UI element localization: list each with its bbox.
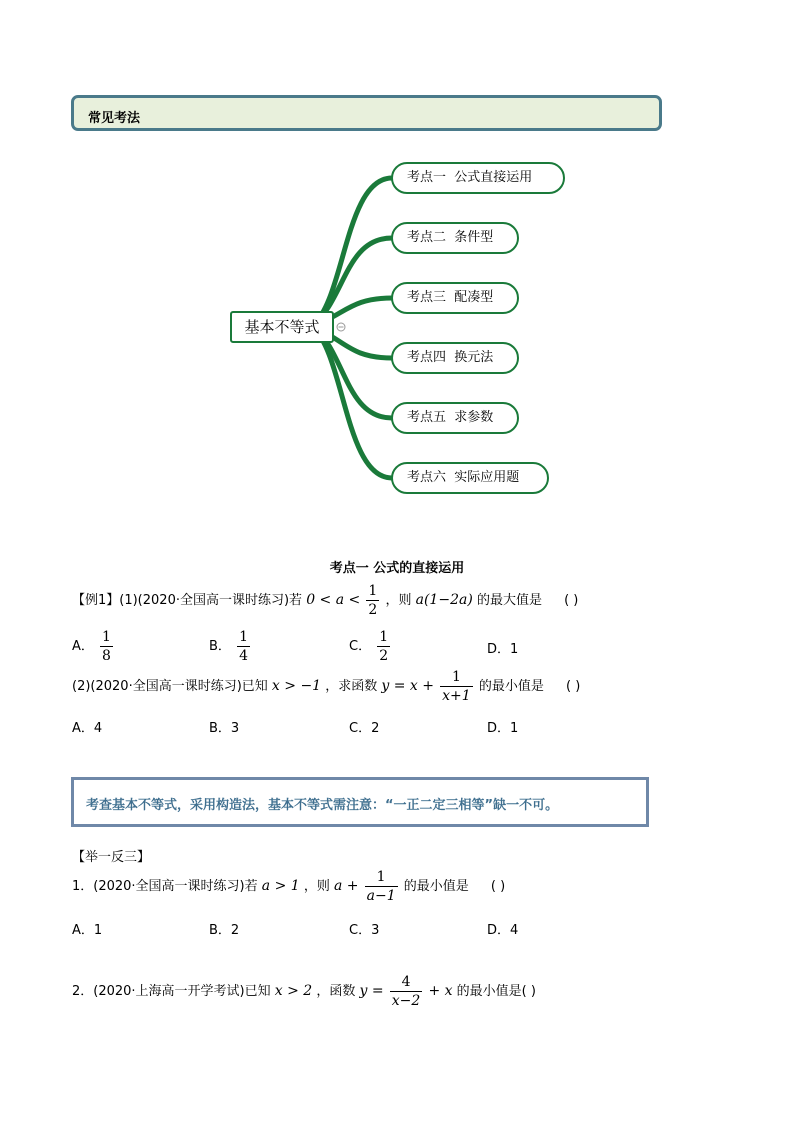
mindmap-branch-5: 考点五 求参数: [391, 402, 519, 434]
p2-expression-right: + x: [428, 983, 453, 999]
q2-option-c: C．2: [349, 721, 380, 736]
q1-mid: ，则: [385, 593, 412, 608]
option-a-fraction: [100, 628, 113, 665]
p1-fraction: [365, 868, 398, 905]
frac-num: 1: [376, 869, 386, 885]
option-label: D．: [487, 642, 511, 657]
practice-1: [72, 868, 505, 905]
note-text: 考查基本不等式，采用构造法，基本不等式需注意：“一正二定三相等”缺一不可。: [86, 798, 559, 813]
mindmap-branch-3: 考点三 配凑型: [391, 282, 519, 314]
q1-frac-den: 2: [368, 602, 378, 618]
topic-title: 考点一 公式的直接运用: [329, 561, 465, 576]
practice-header: 【举一反三】: [72, 850, 151, 865]
mindmap-branch-6: 考点六 实际应用题: [391, 462, 549, 494]
mindmap-connectors: [0, 0, 794, 520]
p2-condition: x > 2: [274, 983, 313, 999]
q2-option-a: A．4: [72, 721, 103, 736]
q2-prefix: (2)(2020·全国高一课时练习)已知: [72, 679, 268, 694]
q2-mid: ，求函数: [325, 679, 378, 694]
example1-q1: [72, 582, 578, 619]
frac-num: 4: [401, 974, 411, 990]
frac-num: 1: [451, 669, 461, 685]
frac-den: x+1: [442, 688, 471, 704]
mindmap-branch-4: 考点四 换元法: [391, 342, 519, 374]
q1-option-b: [209, 628, 252, 665]
p1-option-c: C．3: [349, 923, 380, 938]
q2-expression: y = x +: [381, 678, 435, 694]
frac-num: 1: [102, 629, 111, 645]
option-b-fraction: [237, 628, 250, 665]
q1-prefix: 【例1】(1)(2020·全国高一课时练习)若: [72, 593, 303, 608]
note-box: [71, 777, 649, 827]
option-label: C．: [349, 639, 372, 654]
q2-condition: x > −1: [271, 678, 322, 694]
p2-mid: ，函数: [316, 984, 356, 999]
option-c-fraction: [377, 628, 390, 665]
mindmap-branch-2: 考点二 条件型: [391, 222, 519, 254]
q1-expression: a(1−2a): [415, 592, 473, 608]
q2-option-b: B．3: [209, 721, 240, 736]
frac-den: 2: [379, 648, 389, 664]
q1-suffix: 的最大值是: [476, 593, 542, 608]
section-header-label: 常见考法: [88, 111, 141, 126]
p1-mid: ，则: [303, 879, 330, 894]
p1-expression: a +: [333, 878, 359, 894]
q1-option-c: [349, 628, 392, 665]
q1-frac-num: 1: [368, 583, 378, 599]
q1-answer-paren: ( ): [564, 593, 579, 608]
example1-q2: [72, 668, 580, 705]
q1-option-a: [72, 628, 115, 665]
q1-condition: 0 < a <: [306, 592, 361, 608]
q1-option-d: [487, 638, 518, 657]
p2-expression-left: y =: [359, 983, 384, 999]
p2-fraction: [390, 973, 423, 1010]
q2-option-d: D．1: [487, 721, 519, 736]
q2-fraction: [440, 668, 473, 705]
frac-den: 8: [102, 648, 111, 664]
mindmap-center-node: 基本不等式: [230, 311, 334, 343]
option-label: B．: [209, 639, 231, 654]
p2-suffix: 的最小值是( ): [456, 984, 536, 999]
frac-den: a−1: [366, 888, 396, 904]
option-label: A．: [72, 639, 94, 654]
q2-answer-paren: ( ): [566, 679, 581, 694]
frac-den: 4: [239, 648, 248, 664]
frac-num: 1: [239, 629, 248, 645]
p1-suffix: 的最小值是: [403, 879, 469, 894]
p2-prefix: 2．(2020·上海高一开学考试)已知: [72, 984, 271, 999]
p1-option-d: D．4: [487, 923, 519, 938]
q1-fraction: [366, 582, 379, 619]
p1-prefix: 1．(2020·全国高一课时练习)若: [72, 879, 258, 894]
frac-den: x−2: [391, 993, 421, 1009]
q2-suffix: 的最小值是: [478, 679, 544, 694]
mindmap-branch-1: 考点一 公式直接运用: [391, 162, 565, 194]
option-value: 1: [510, 642, 519, 657]
p1-condition: a > 1: [261, 878, 300, 894]
p1-option-b: B．2: [209, 923, 240, 938]
practice-2: [72, 973, 536, 1010]
frac-num: 1: [379, 629, 389, 645]
p1-option-a: A．1: [72, 923, 103, 938]
p1-answer-paren: ( ): [490, 879, 506, 894]
